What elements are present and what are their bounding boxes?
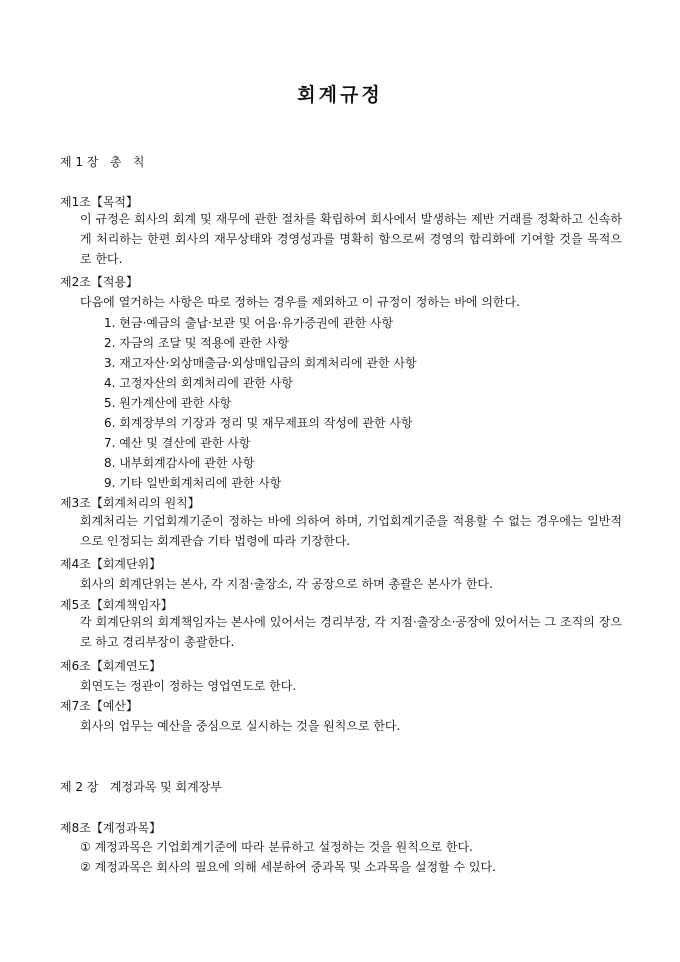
- article-2-item: 5. 원가계산에 관한 사항: [104, 396, 232, 410]
- article-8-item: ① 계정과목은 기업회계기준에 따라 분류하고 설정하는 것을 원칙으로 한다.: [80, 840, 473, 854]
- article-2-item: 3. 재고자산·외상매출금·외상매입금의 회계처리에 관한 사항: [104, 356, 417, 370]
- article-2-item: 8. 내부회계감사에 관한 사항: [104, 456, 255, 470]
- article-2-heading: 제2조【적용】: [60, 275, 139, 289]
- article-2-item: 9. 기타 일반회계처리에 관한 사항: [104, 476, 282, 490]
- article-6-heading: 제6조【회계연도】: [60, 659, 162, 673]
- article-8-item: ② 계정과목은 회사의 필요에 의해 세분하여 중과목 및 소과목을 설정할 수 있다.: [80, 860, 496, 874]
- article-4-body: 회사의 회계단위는 본사, 각 지점·출장소, 각 공장으로 하며 총괄은 본사가 한다.: [80, 577, 493, 591]
- chapter-2-heading: 제 2 장 계정과목 및 회계장부: [60, 780, 222, 794]
- article-7-heading: 제7조【예산】: [60, 699, 139, 713]
- chapter-1-heading: 제 1 장 총 칙: [60, 155, 145, 169]
- article-3-heading: 제3조【회계처리의 원칙】: [60, 496, 200, 510]
- article-7-body: 회사의 업무는 예산을 중심으로 실시하는 것을 원칙으로 한다.: [80, 719, 401, 733]
- article-5-heading: 제5조【회계책임자】: [60, 598, 173, 612]
- article-1-body: 이 규정은 회사의 회계 및 재무에 관한 절차를 확립하여 회사에서 발생하는 제반 거래를 정확하고 신속하게 처리하는 한편 회사의 재무상태와 경영성과를 명확히 함으로써 경영의 합리화에 기여할 것을 목적으로 한다.: [80, 212, 622, 266]
- article-2-item: 1. 현금·예금의 출납·보관 및 어음·유가증권에 관한 사항: [104, 316, 394, 330]
- article-2-item: 2. 자금의 조달 및 적용에 관한 사항: [104, 336, 290, 350]
- article-2-item: 6. 회계장부의 기장과 정리 및 재무제표의 작성에 관한 사항: [104, 416, 413, 430]
- article-4-heading: 제4조【회계단위】: [60, 557, 162, 571]
- article-5-body: 각 회계단위의 회계책임자는 본사에 있어서는 경리부장, 각 지점·출장소·공장에 있어서는 그 조직의 장으로 하고 경리부장이 총괄한다.: [80, 615, 622, 649]
- article-8-heading: 제8조【계정과목】: [60, 821, 162, 835]
- article-6-body: 회연도는 정관이 정하는 영업연도로 한다.: [80, 679, 297, 693]
- article-1-heading: 제1조【목적】: [60, 195, 139, 209]
- article-2-intro: 다음에 열거하는 사항은 따로 정하는 경우를 제외하고 이 규정이 정하는 바에 의한다.: [80, 295, 520, 309]
- article-3-body: 회계처리는 기업회계기준이 정하는 바에 의하여 하며, 기업회계기준을 적용할 수 없는 경우에는 일반적으로 인정되는 회계관습 기타 법령에 따라 기장한다.: [80, 514, 622, 548]
- article-2-item: 4. 고정자산의 회계처리에 관한 사항: [104, 376, 293, 390]
- document-title: 회계규정: [297, 84, 383, 106]
- article-2-item: 7. 예산 및 결산에 관한 사항: [104, 436, 251, 450]
